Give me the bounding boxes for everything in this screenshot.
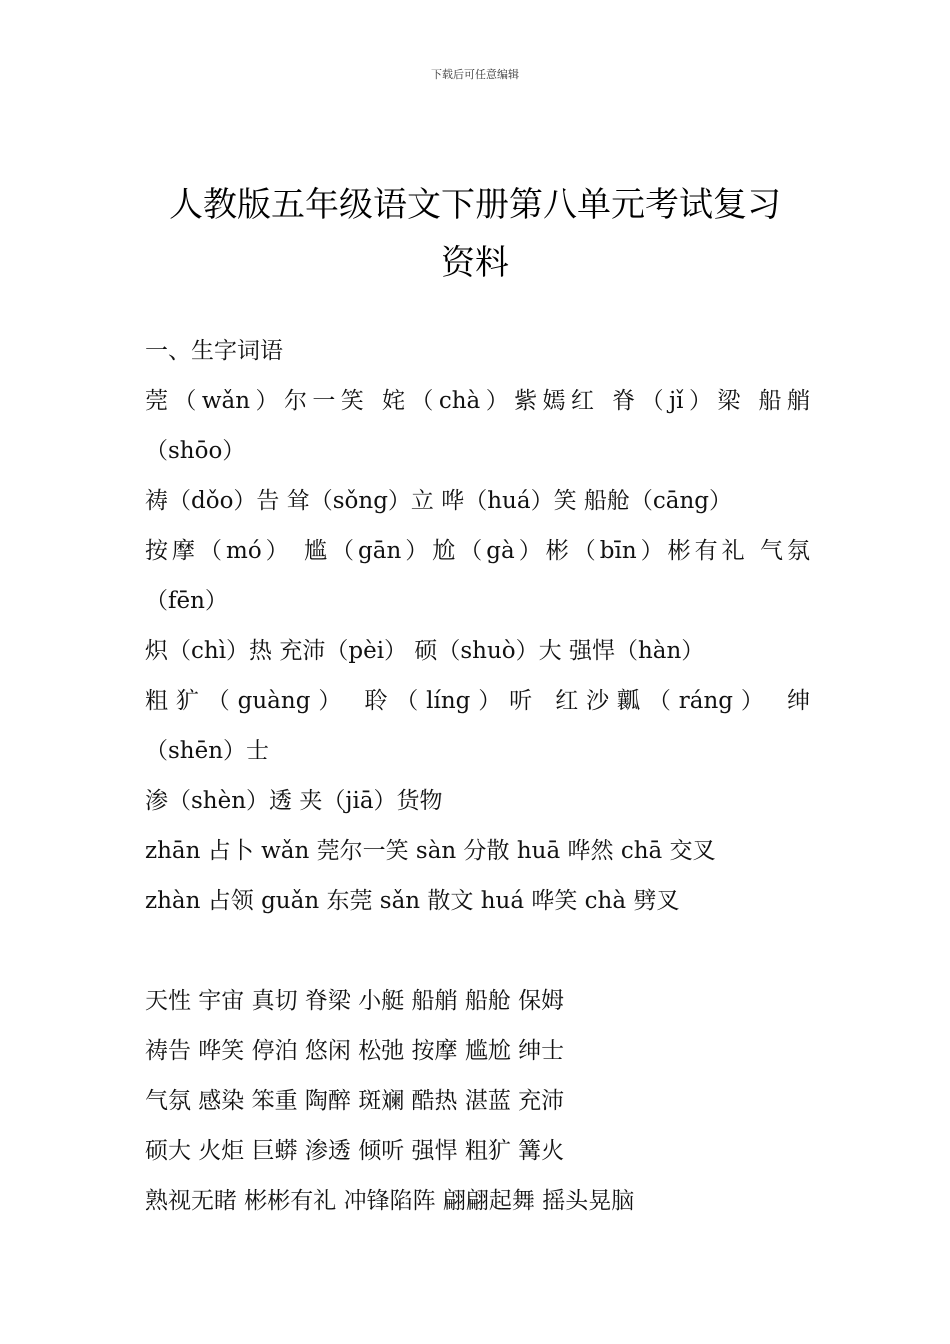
pinyin-line: 炽（chì）热 充沛（pèi） 硕（shuò）大 强悍（hàn） — [145, 638, 705, 664]
document-title — [120, 176, 830, 292]
pinyin-line: 渗（shèn）透 夹（jiā）货物 — [145, 788, 443, 814]
pinyin-line: 粗犷（guàng） 聆（líng）听 红沙瓤（ráng） 绅 — [145, 688, 810, 714]
pinyin-line: 祷（dǒo）告 耸（sǒng）立 哗（huá）笑 船舱（cāng） — [145, 488, 733, 514]
pinyin-line: （shēn）士 — [145, 738, 270, 764]
word-list-line: 天性 宇宙 真切 脊梁 小艇 船艄 船舱 保姆 — [145, 988, 565, 1014]
polyphone-line: zhān 占卜 wǎn 莞尔一笑 sàn 分散 huā 哗然 chā 交叉 — [145, 838, 716, 864]
title-line-1: 人教版五年级语文下册第八单元考试复习 — [169, 185, 781, 225]
pinyin-line: （shōo） — [145, 438, 246, 464]
spacer — [145, 926, 810, 976]
page-header-note: 下载后可任意编辑 — [431, 68, 519, 81]
title-line-2: 资料 — [441, 243, 509, 283]
word-list-line: 硕大 火炬 巨蟒 渗透 倾听 强悍 粗犷 篝火 — [145, 1138, 565, 1164]
word-list-line: 气氛 感染 笨重 陶醉 斑斓 酷热 湛蓝 充沛 — [145, 1088, 565, 1114]
pinyin-line: 按摩（mó） 尴（gān）尬（gà）彬（bīn）彬有礼 气氛 — [145, 538, 810, 564]
document-body — [145, 326, 810, 1226]
word-list-line: 熟视无睹 彬彬有礼 冲锋陷阵 翩翩起舞 摇头晃脑 — [145, 1188, 635, 1214]
section-heading: 一、生字词语 — [145, 338, 283, 364]
pinyin-line: 莞（wǎn）尔一笑 姹（chà）紫嫣红 脊（jǐ）梁 船艄 — [145, 388, 810, 414]
polyphone-line: zhàn 占领 guǎn 东莞 sǎn 散文 huá 哗笑 chà 劈叉 — [145, 888, 680, 914]
pinyin-line: （fēn） — [145, 588, 228, 614]
word-list-line: 祷告 哗笑 停泊 悠闲 松弛 按摩 尴尬 绅士 — [145, 1038, 565, 1064]
